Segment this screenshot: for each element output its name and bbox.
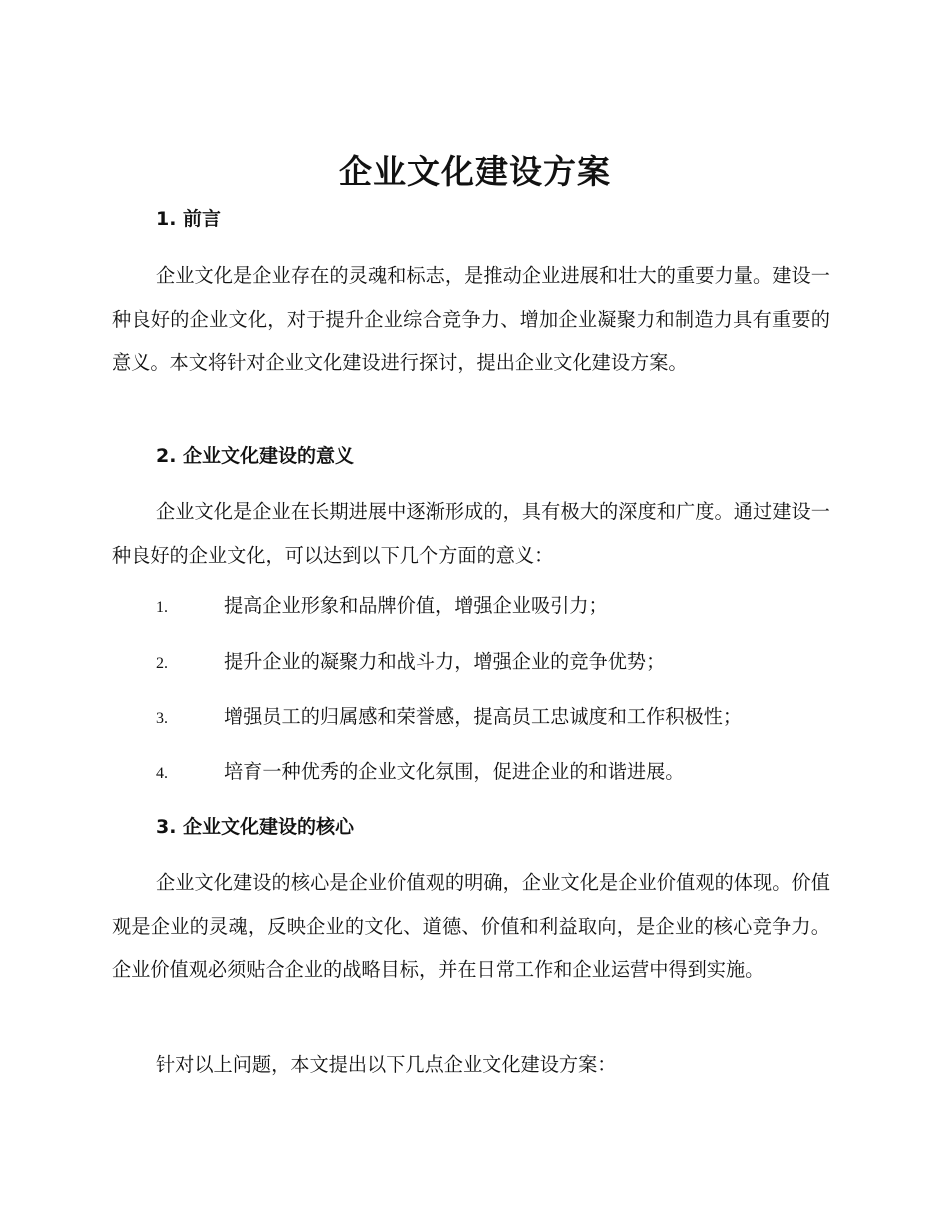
- paragraph-preface: 企业文化是企业存在的灵魂和标志，是推动企业进展和壮大的重要力量。建设一种良好的企业文化，对于提升企业综合竞争力、增加企业凝聚力和制造力具有重要的意义。本文将针对企业文化建设进行探讨，提出企业文化建设方案。: [112, 264, 830, 374]
- section-heading-significance: 2. 企业文化建设的意义: [156, 445, 355, 467]
- list-item: [156, 757, 836, 789]
- list-number: 4.: [156, 765, 168, 782]
- list-text: 提高企业形象和品牌价值，增强企业吸引力；: [224, 594, 608, 617]
- list-number: 3.: [156, 710, 168, 727]
- list-number: 2.: [156, 655, 168, 672]
- document-title: 企业文化建设方案: [339, 152, 611, 191]
- list-number: 1.: [156, 599, 168, 616]
- section-heading-preface: 1. 前言: [156, 208, 222, 230]
- paragraph-proposal-intro: 针对以上问题，本文提出以下几点企业文化建设方案：: [156, 1053, 617, 1076]
- list-item: [156, 647, 836, 679]
- list-text: 增强员工的归属感和荣誉感，提高员工忠诚度和工作积极性；: [224, 705, 743, 728]
- list-item: [156, 591, 836, 623]
- list-text: 培育一种优秀的企业文化氛围，促进企业的和谐进展。: [224, 760, 685, 783]
- section-heading-core: 3. 企业文化建设的核心: [156, 816, 355, 838]
- paragraph-core: 企业文化建设的核心是企业价值观的明确，企业文化是企业价值观的体现。价值观是企业的灵魂，反映企业的文化、道德、价值和利益取向，是企业的核心竞争力。企业价值观必须贴合企业的战略目标，并在日常工作和企业运营中得到实施。: [112, 871, 830, 981]
- paragraph-significance: 企业文化是企业在长期进展中逐渐形成的，具有极大的深度和广度。通过建设一种良好的企业文化，可以达到以下几个方面的意义：: [112, 500, 830, 567]
- list-item: [156, 702, 836, 734]
- list-text: 提升企业的凝聚力和战斗力，增强企业的竞争优势；: [224, 650, 666, 673]
